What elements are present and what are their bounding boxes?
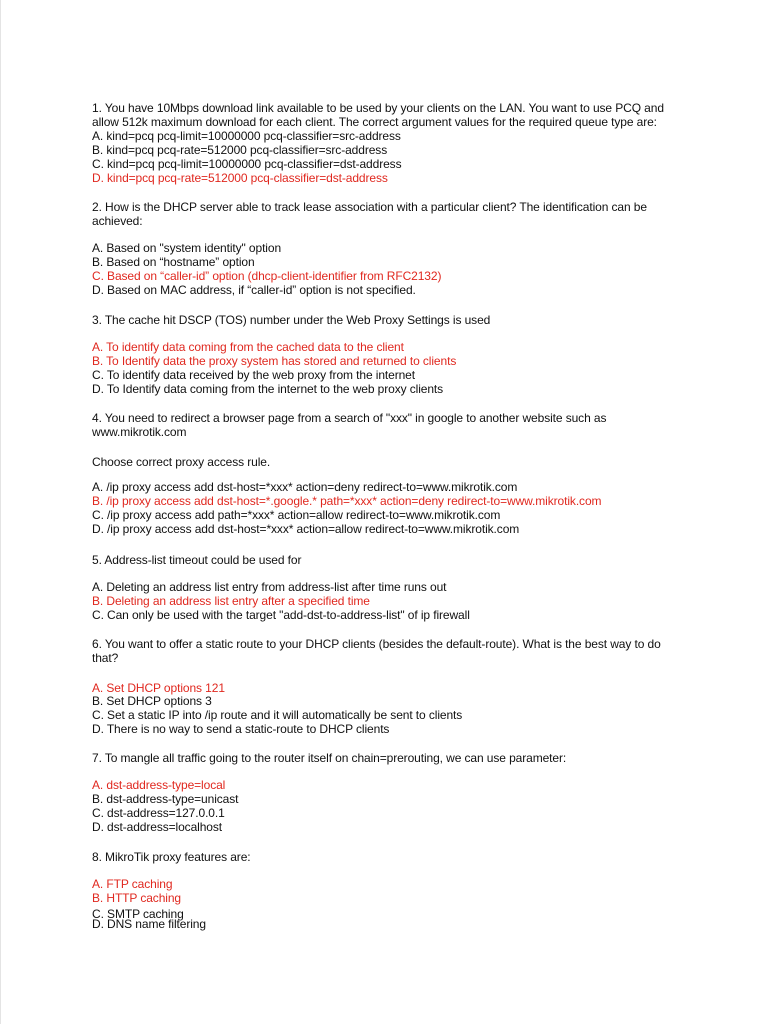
question-2-option-d: D. Based on MAC address, if “caller-id” option is not specified.	[92, 283, 416, 297]
question-1-option-a: A. kind=pcq pcq-limit=10000000 pcq-classifier=src-address	[92, 129, 401, 143]
question-5-prompt-line-1: 5. Address-list timeout could be used for	[92, 553, 302, 567]
question-4-option-c: C. /ip proxy access add path=*xxx* action=allow redirect-to=www.mikrotik.com	[92, 508, 501, 522]
question-2-prompt-line-1: 2. How is the DHCP server able to track lease association with a particular client? The identification can be	[92, 200, 647, 214]
question-2	[92, 200, 692, 297]
question-4-option-d: D. /ip proxy access add dst-host=*xxx* action=allow redirect-to=www.mikrotik.com	[92, 522, 520, 536]
question-5-option-a: A. Deleting an address list entry from address-list after time runs out	[92, 580, 447, 594]
question-6-option-d: D. There is no way to send a static-route to DHCP clients	[92, 722, 390, 736]
question-8-option-b: B. HTTP caching	[92, 891, 181, 905]
question-1-option-b: B. kind=pcq pcq-rate=512000 pcq-classifier=src-address	[92, 143, 388, 157]
question-5-option-b: B. Deleting an address list entry after a specified time	[92, 594, 370, 608]
question-8-option-c: C. SMTP caching	[92, 907, 184, 921]
question-3-prompt-line-1: 3. The cache hit DSCP (TOS) number under the Web Proxy Settings is used	[92, 313, 491, 327]
question-6	[92, 637, 692, 736]
question-7-option-c: C. dst-address=127.0.0.1	[92, 806, 225, 820]
question-2-option-b: B. Based on “hostname” option	[92, 255, 255, 269]
question-6-option-c: C. Set a static IP into /ip route and it will automatically be sent to clients	[92, 708, 463, 722]
question-3-option-d: D. To Identify data coming from the internet to the web proxy clients	[92, 382, 444, 396]
question-2-option-c: C. Based on “caller-id” option (dhcp-client-identifier from RFC2132)	[92, 269, 442, 283]
question-3	[92, 313, 692, 396]
question-7-option-b: B. dst-address-type=unicast	[92, 792, 239, 806]
question-7-prompt-line-1: 7. To mangle all traffic going to the router itself on chain=prerouting, we can use parameter:	[92, 751, 567, 765]
question-5-option-c: C. Can only be used with the target "add-dst-to-address-list" of ip firewall	[92, 608, 470, 622]
question-2-prompt-line-2: achieved:	[92, 214, 143, 228]
question-4-option-b: B. /ip proxy access add dst-host=*.google.* path=*xxx* action=deny redirect-to=www.mikrotik.com	[92, 494, 602, 508]
question-6-prompt-line-2: that?	[92, 651, 119, 665]
question-1-prompt-line-1: 1. You have 10Mbps download link available to be used by your clients on the LAN. You want to use PCQ and	[92, 101, 664, 115]
question-8-prompt-line-1: 8. MikroTik proxy features are:	[92, 850, 251, 864]
question-3-option-c: C. To identify data received by the web proxy from the internet	[92, 368, 415, 382]
question-8	[92, 850, 692, 929]
question-8-option-a: A. FTP caching	[92, 877, 173, 891]
question-3-option-b: B. To Identify data the proxy system has stored and returned to clients	[92, 354, 457, 368]
question-4-prompt-line-2: www.mikrotik.com	[92, 425, 187, 439]
question-6-option-a: A. Set DHCP options 121	[92, 681, 225, 695]
question-1-option-d: D. kind=pcq pcq-rate=512000 pcq-classifier=dst-address	[92, 171, 388, 185]
question-6-prompt-line-1: 6. You want to offer a static route to your DHCP clients (besides the default-route). What is the best way to do	[92, 637, 661, 651]
question-1-prompt-line-2: allow 512k maximum download for each client. The correct argument values for the required queue type are:	[92, 115, 657, 129]
question-8-option-d: D. DNS name filtering	[92, 917, 206, 931]
question-6-option-b: B. Set DHCP options 3	[92, 694, 212, 708]
question-3-option-a: A. To identify data coming from the cached data to the client	[92, 340, 404, 354]
question-7-option-d: D. dst-address=localhost	[92, 820, 222, 834]
question-7	[92, 751, 692, 834]
question-4	[92, 411, 692, 536]
question-4-prompt-line-1: 4. You need to redirect a browser page from a search of "xxx" in google to another website such as	[92, 411, 607, 425]
question-7-option-a: A. dst-address-type=local	[92, 778, 226, 792]
question-4-subprompt: Choose correct proxy access rule.	[92, 455, 271, 469]
question-2-option-a: A. Based on "system identity" option	[92, 241, 282, 255]
question-1-option-c: C. kind=pcq pcq-limit=10000000 pcq-classifier=dst-address	[92, 157, 402, 171]
question-5	[92, 553, 692, 622]
question-1	[92, 101, 692, 185]
question-4-option-a: A. /ip proxy access add dst-host=*xxx* action=deny redirect-to=www.mikrotik.com	[92, 480, 518, 494]
